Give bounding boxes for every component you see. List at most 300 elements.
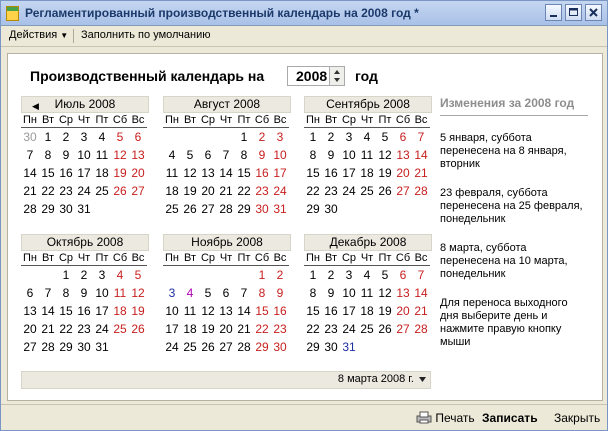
weekday-header: Чт bbox=[75, 251, 93, 266]
day-cell[interactable]: 17 bbox=[342, 304, 356, 318]
day-cell[interactable]: 12 bbox=[201, 304, 215, 318]
day-cell[interactable]: 30 bbox=[324, 202, 338, 216]
day-cell[interactable]: 7 bbox=[222, 148, 230, 162]
year-value: 2008 bbox=[296, 68, 328, 84]
day-cell[interactable]: 14 bbox=[414, 286, 428, 300]
day-cell[interactable]: 13 bbox=[201, 166, 215, 180]
month-calendar bbox=[163, 234, 291, 356]
day-cell[interactable]: 19 bbox=[201, 322, 215, 336]
day-cell[interactable]: 18 bbox=[360, 304, 374, 318]
day-cell[interactable]: 28 bbox=[219, 202, 233, 216]
change-note: 23 февраля, суббота перенесена на 25 февраля, понедельник bbox=[440, 187, 583, 225]
month-day-grid bbox=[163, 251, 291, 356]
day-cell[interactable]: 15 bbox=[41, 166, 55, 180]
day-cell[interactable]: 25 bbox=[183, 340, 197, 354]
weekday-header: Сб bbox=[395, 252, 411, 264]
day-cell[interactable]: 5 bbox=[381, 268, 389, 282]
day-cell[interactable]: 10 bbox=[95, 286, 109, 300]
weekday-header: Сб bbox=[112, 114, 128, 126]
day-cell[interactable]: 11 bbox=[360, 148, 374, 162]
weekday-header: Пт bbox=[93, 251, 111, 266]
day-cell[interactable]: 6 bbox=[26, 286, 34, 300]
day-cell[interactable]: 13 bbox=[131, 148, 145, 162]
minimize-icon bbox=[546, 5, 561, 20]
month-title: Июль 2008 bbox=[54, 97, 116, 111]
month-header bbox=[304, 234, 432, 251]
day-cell[interactable]: 17 bbox=[342, 166, 356, 180]
changes-panel bbox=[440, 96, 588, 349]
day-cell[interactable]: 6 bbox=[204, 148, 212, 162]
day-cell[interactable]: 15 bbox=[306, 304, 320, 318]
change-note: 5 января, суббота перенесена на 8 января, вторник bbox=[440, 132, 567, 170]
day-cell[interactable]: 13 bbox=[396, 286, 410, 300]
day-cell[interactable]: 17 bbox=[165, 322, 179, 336]
weekday-header: Вс bbox=[129, 251, 147, 266]
day-cell[interactable]: 10 bbox=[342, 286, 356, 300]
empty-day-cell bbox=[217, 266, 235, 284]
day-cell[interactable]: 16 bbox=[324, 166, 338, 180]
day-cell[interactable]: 27 bbox=[23, 340, 37, 354]
month-header bbox=[163, 234, 291, 251]
day-cell[interactable]: 22 bbox=[255, 322, 269, 336]
day-cell[interactable]: 21 bbox=[414, 166, 428, 180]
day-cell[interactable]: 18 bbox=[183, 322, 197, 336]
weekday-header: Сб bbox=[254, 252, 270, 264]
dropdown-arrow-icon: ▼ bbox=[60, 31, 69, 40]
print-button[interactable] bbox=[416, 411, 475, 425]
day-cell[interactable]: 9 bbox=[80, 286, 88, 300]
year-input[interactable] bbox=[287, 66, 345, 86]
month-title: Ноябрь 2008 bbox=[191, 235, 263, 249]
weekday-header: Пн bbox=[163, 251, 181, 266]
day-cell[interactable]: 10 bbox=[77, 148, 91, 162]
day-cell[interactable]: 9 bbox=[258, 148, 266, 162]
day-cell[interactable]: 22 bbox=[59, 322, 73, 336]
day-cell[interactable]: 5 bbox=[204, 286, 212, 300]
month-title: Декабрь 2008 bbox=[329, 235, 407, 249]
day-cell[interactable]: 18 bbox=[165, 184, 179, 198]
day-cell[interactable]: 5 bbox=[134, 268, 142, 282]
actions-menu-label: Действия bbox=[9, 29, 58, 41]
weekday-header: Чт bbox=[358, 113, 376, 128]
close-icon bbox=[586, 5, 601, 20]
day-cell[interactable]: 27 bbox=[396, 322, 410, 336]
day-cell[interactable]: 2 bbox=[327, 130, 335, 144]
weekday-header: Пн bbox=[21, 251, 39, 266]
month-day-grid bbox=[21, 251, 149, 356]
day-cell[interactable]: 25 bbox=[165, 202, 179, 216]
day-cell[interactable]: 31 bbox=[77, 202, 91, 216]
day-cell[interactable]: 23 bbox=[324, 322, 338, 336]
day-cell[interactable]: 18 bbox=[113, 304, 127, 318]
prev-month-arrow-icon[interactable]: ◀ bbox=[32, 101, 39, 111]
print-label: Печать bbox=[435, 411, 475, 425]
day-cell[interactable]: 11 bbox=[113, 286, 127, 300]
day-cell[interactable]: 15 bbox=[306, 166, 320, 180]
day-cell[interactable]: 27 bbox=[201, 202, 215, 216]
day-cell[interactable]: 7 bbox=[240, 286, 248, 300]
day-cell[interactable]: 1 bbox=[309, 130, 317, 144]
day-cell[interactable]: 20 bbox=[131, 166, 145, 180]
day-cell[interactable]: 12 bbox=[131, 286, 145, 300]
day-cell[interactable]: 3 bbox=[98, 268, 106, 282]
day-cell[interactable]: 23 bbox=[324, 184, 338, 198]
year-spinner[interactable] bbox=[329, 67, 344, 85]
day-cell[interactable]: 3 bbox=[276, 130, 284, 144]
day-cell[interactable]: 28 bbox=[414, 322, 428, 336]
day-cell[interactable]: 24 bbox=[165, 340, 179, 354]
weekday-header: Ср bbox=[58, 114, 74, 126]
day-cell[interactable]: 18 bbox=[95, 166, 109, 180]
day-cell[interactable]: 30 bbox=[255, 202, 269, 216]
day-cell[interactable]: 4 bbox=[168, 148, 176, 162]
weekday-header: Ср bbox=[58, 252, 74, 264]
day-cell[interactable]: 4 bbox=[116, 268, 124, 282]
day-cell[interactable]: 29 bbox=[306, 202, 320, 216]
day-cell[interactable]: 13 bbox=[219, 304, 233, 318]
day-cell[interactable]: 2 bbox=[276, 268, 284, 282]
weekday-header: Вс bbox=[412, 113, 430, 128]
day-cell[interactable]: 8 bbox=[309, 286, 317, 300]
day-cell[interactable]: 7 bbox=[417, 268, 425, 282]
day-cell[interactable]: 3 bbox=[80, 130, 88, 144]
day-cell[interactable]: 6 bbox=[134, 130, 142, 144]
day-cell[interactable]: 30 bbox=[273, 340, 287, 354]
month-header bbox=[21, 234, 149, 251]
day-cell[interactable]: 23 bbox=[59, 184, 73, 198]
day-cell[interactable]: 22 bbox=[306, 184, 320, 198]
day-cell[interactable]: 25 bbox=[360, 184, 374, 198]
day-cell[interactable]: 22 bbox=[306, 322, 320, 336]
weekday-header: Вт bbox=[39, 251, 57, 266]
weekday-header: Пн bbox=[21, 113, 39, 128]
selected-date: 8 марта 2008 г. bbox=[337, 373, 414, 385]
weekday-header: Вс bbox=[412, 251, 430, 266]
day-cell[interactable]: 20 bbox=[396, 166, 410, 180]
month-header bbox=[21, 96, 149, 113]
day-cell[interactable]: 17 bbox=[77, 166, 91, 180]
day-cell[interactable]: 13 bbox=[396, 148, 410, 162]
change-note: 8 марта, суббота перенесена на 10 марта, понедельник bbox=[440, 242, 568, 280]
day-cell[interactable]: 26 bbox=[131, 322, 145, 336]
day-cell[interactable]: 23 bbox=[255, 184, 269, 198]
weekday-header: Вс bbox=[271, 251, 289, 266]
day-cell[interactable]: 28 bbox=[237, 340, 251, 354]
window-title: Регламентированный производственный календарь на 2008 год * bbox=[25, 6, 419, 20]
menu-bar bbox=[1, 26, 607, 47]
day-cell[interactable]: 5 bbox=[186, 148, 194, 162]
day-cell[interactable]: 3 bbox=[345, 130, 353, 144]
day-cell[interactable]: 11 bbox=[165, 166, 179, 180]
day-cell[interactable]: 28 bbox=[41, 340, 55, 354]
month-calendar bbox=[304, 234, 432, 356]
weekday-header: Ср bbox=[200, 114, 216, 126]
day-cell[interactable]: 20 bbox=[23, 322, 37, 336]
day-cell[interactable]: 14 bbox=[237, 304, 251, 318]
day-cell[interactable]: 2 bbox=[62, 130, 70, 144]
maximize-button[interactable] bbox=[565, 4, 582, 21]
day-cell[interactable]: 10 bbox=[165, 304, 179, 318]
day-cell[interactable]: 27 bbox=[219, 340, 233, 354]
weekday-header: Чт bbox=[75, 113, 93, 128]
day-cell[interactable]: 24 bbox=[95, 322, 109, 336]
weekday-header: Пт bbox=[235, 251, 253, 266]
weekday-header: Вт bbox=[322, 251, 340, 266]
day-cell[interactable]: 24 bbox=[342, 184, 356, 198]
day-cell[interactable]: 15 bbox=[59, 304, 73, 318]
month-calendar bbox=[304, 96, 432, 218]
month-calendar bbox=[163, 96, 291, 218]
day-cell[interactable]: 14 bbox=[23, 166, 37, 180]
month-header bbox=[163, 96, 291, 113]
selected-date-bar[interactable] bbox=[21, 371, 431, 389]
day-cell[interactable]: 19 bbox=[378, 166, 392, 180]
month-day-grid bbox=[304, 251, 432, 356]
day-cell[interactable]: 15 bbox=[237, 166, 251, 180]
weekday-header: Пн bbox=[304, 113, 322, 128]
day-cell[interactable]: 16 bbox=[324, 304, 338, 318]
day-cell[interactable]: 20 bbox=[396, 304, 410, 318]
day-cell[interactable]: 20 bbox=[201, 184, 215, 198]
day-cell[interactable]: 8 bbox=[240, 148, 248, 162]
day-cell[interactable]: 10 bbox=[342, 148, 356, 162]
weekday-header: Чт bbox=[217, 251, 235, 266]
weekday-header: Ср bbox=[341, 114, 357, 126]
day-cell[interactable]: 2 bbox=[327, 268, 335, 282]
day-cell[interactable]: 9 bbox=[327, 148, 335, 162]
day-cell[interactable]: 26 bbox=[378, 322, 392, 336]
empty-day-cell bbox=[39, 266, 57, 284]
weekday-header: Пт bbox=[93, 113, 111, 128]
day-cell[interactable]: 12 bbox=[113, 148, 127, 162]
day-cell[interactable]: 21 bbox=[219, 184, 233, 198]
empty-day-cell bbox=[181, 266, 199, 284]
month-day-grid bbox=[304, 113, 432, 218]
day-cell[interactable]: 2 bbox=[80, 268, 88, 282]
day-cell[interactable]: 17 bbox=[273, 166, 287, 180]
weekday-header: Ср bbox=[341, 252, 357, 264]
day-cell[interactable]: 4 bbox=[363, 268, 371, 282]
day-cell[interactable]: 8 bbox=[62, 286, 70, 300]
day-cell[interactable]: 14 bbox=[219, 166, 233, 180]
day-cell[interactable]: 19 bbox=[131, 304, 145, 318]
day-cell[interactable]: 7 bbox=[26, 148, 34, 162]
day-cell[interactable]: 7 bbox=[44, 286, 52, 300]
day-cell[interactable]: 31 bbox=[342, 340, 356, 354]
day-cell[interactable]: 27 bbox=[396, 184, 410, 198]
day-cell[interactable]: 29 bbox=[237, 202, 251, 216]
day-cell[interactable]: 7 bbox=[417, 130, 425, 144]
month-day-grid bbox=[163, 113, 291, 218]
month-title: Август 2008 bbox=[193, 97, 261, 111]
day-cell[interactable]: 26 bbox=[183, 202, 197, 216]
day-cell[interactable]: 9 bbox=[276, 286, 284, 300]
footer-bar bbox=[1, 404, 607, 431]
weekday-header: Чт bbox=[358, 251, 376, 266]
day-cell[interactable]: 6 bbox=[399, 130, 407, 144]
calendar-app-icon bbox=[6, 6, 19, 21]
month-calendar bbox=[21, 96, 149, 218]
day-cell[interactable]: 21 bbox=[414, 304, 428, 318]
empty-day-cell bbox=[199, 266, 217, 284]
weekday-header: Пт bbox=[376, 251, 394, 266]
day-cell[interactable]: 16 bbox=[255, 166, 269, 180]
day-cell[interactable]: 11 bbox=[95, 148, 109, 162]
weekday-header: Пт bbox=[235, 113, 253, 128]
day-cell[interactable]: 26 bbox=[113, 184, 127, 198]
month-title: Сентябрь 2008 bbox=[326, 97, 410, 111]
empty-day-cell bbox=[21, 266, 39, 284]
day-cell[interactable]: 24 bbox=[77, 184, 91, 198]
day-cell[interactable]: 21 bbox=[237, 322, 251, 336]
minimize-button[interactable] bbox=[545, 4, 562, 21]
day-cell[interactable]: 22 bbox=[237, 184, 251, 198]
month-header bbox=[304, 96, 432, 113]
day-cell[interactable]: 19 bbox=[378, 304, 392, 318]
calendar-panel bbox=[7, 53, 603, 401]
month-day-grid bbox=[21, 113, 149, 218]
day-cell[interactable]: 24 bbox=[342, 322, 356, 336]
weekday-header: Сб bbox=[254, 114, 270, 126]
day-cell[interactable]: 14 bbox=[41, 304, 55, 318]
day-cell[interactable]: 28 bbox=[23, 202, 37, 216]
weekday-header: Чт bbox=[217, 113, 235, 128]
day-cell[interactable]: 15 bbox=[255, 304, 269, 318]
day-cell[interactable]: 8 bbox=[309, 148, 317, 162]
day-cell[interactable]: 4 bbox=[363, 130, 371, 144]
day-cell[interactable]: 17 bbox=[95, 304, 109, 318]
day-cell[interactable]: 23 bbox=[273, 322, 287, 336]
actions-menu[interactable] bbox=[9, 29, 68, 41]
day-cell[interactable]: 20 bbox=[219, 322, 233, 336]
day-cell[interactable]: 29 bbox=[306, 340, 320, 354]
weekday-header: Вс bbox=[129, 113, 147, 128]
day-cell[interactable]: 30 bbox=[59, 202, 73, 216]
day-cell[interactable]: 19 bbox=[183, 184, 197, 198]
day-cell[interactable]: 5 bbox=[381, 130, 389, 144]
weekday-header: Пн bbox=[304, 251, 322, 266]
dropdown-arrow-icon[interactable] bbox=[418, 375, 427, 384]
weekday-header: Вт bbox=[181, 251, 199, 266]
day-cell[interactable]: 29 bbox=[255, 340, 269, 354]
day-cell[interactable]: 11 bbox=[360, 286, 374, 300]
day-cell[interactable]: 9 bbox=[327, 286, 335, 300]
day-cell[interactable]: 10 bbox=[273, 148, 287, 162]
month-title: Октябрь 2008 bbox=[46, 235, 124, 249]
weekday-header: Пт bbox=[376, 113, 394, 128]
printer-icon bbox=[416, 411, 432, 424]
day-cell[interactable]: 31 bbox=[273, 202, 287, 216]
day-cell[interactable]: 18 bbox=[360, 166, 374, 180]
close-button[interactable]: Закрыть bbox=[554, 411, 601, 425]
day-cell[interactable]: 6 bbox=[399, 268, 407, 282]
month-calendar bbox=[21, 234, 149, 356]
day-cell[interactable]: 1 bbox=[258, 268, 266, 282]
day-cell[interactable]: 8 bbox=[258, 286, 266, 300]
weekday-header: Вт bbox=[322, 113, 340, 128]
day-cell[interactable]: 14 bbox=[414, 148, 428, 162]
empty-day-cell bbox=[235, 266, 253, 284]
weekday-header: Вт bbox=[181, 113, 199, 128]
day-cell[interactable]: 25 bbox=[113, 322, 127, 336]
day-cell[interactable]: 30 bbox=[324, 340, 338, 354]
day-cell[interactable]: 1 bbox=[309, 268, 317, 282]
day-cell[interactable]: 29 bbox=[41, 202, 55, 216]
day-cell[interactable]: 30 bbox=[77, 340, 91, 354]
day-cell[interactable]: 21 bbox=[41, 322, 55, 336]
day-cell[interactable]: 26 bbox=[201, 340, 215, 354]
day-cell[interactable]: 12 bbox=[378, 148, 392, 162]
empty-day-cell bbox=[163, 266, 181, 284]
day-cell[interactable]: 11 bbox=[183, 304, 197, 318]
day-cell[interactable]: 4 bbox=[98, 130, 106, 144]
day-cell[interactable]: 3 bbox=[345, 268, 353, 282]
day-cell[interactable]: 27 bbox=[131, 184, 145, 198]
day-cell[interactable]: 1 bbox=[62, 268, 70, 282]
day-cell[interactable]: 22 bbox=[41, 184, 55, 198]
day-cell[interactable]: 12 bbox=[183, 166, 197, 180]
day-cell[interactable]: 1 bbox=[44, 130, 52, 144]
save-button[interactable]: Записать bbox=[482, 411, 538, 425]
day-cell[interactable]: 29 bbox=[59, 340, 73, 354]
day-cell[interactable]: 3 bbox=[168, 286, 176, 300]
day-cell[interactable]: 4 bbox=[186, 286, 194, 300]
day-cell[interactable]: 16 bbox=[59, 166, 73, 180]
day-cell[interactable]: 19 bbox=[113, 166, 127, 180]
empty-day-cell bbox=[181, 128, 199, 146]
day-cell[interactable]: 16 bbox=[77, 304, 91, 318]
day-cell[interactable]: 24 bbox=[273, 184, 287, 198]
day-cell[interactable]: 6 bbox=[222, 286, 230, 300]
maximize-icon bbox=[566, 5, 581, 20]
weekday-header: Ср bbox=[200, 252, 216, 264]
day-cell[interactable]: 12 bbox=[378, 286, 392, 300]
empty-day-cell bbox=[163, 128, 181, 146]
day-cell[interactable]: 26 bbox=[378, 184, 392, 198]
weekday-header: Вс bbox=[271, 113, 289, 128]
spinner-arrows-icon bbox=[330, 67, 344, 85]
menu-separator bbox=[73, 29, 74, 43]
day-cell[interactable]: 31 bbox=[95, 340, 109, 354]
day-cell[interactable]: 30 bbox=[23, 130, 37, 144]
day-cell[interactable]: 9 bbox=[62, 148, 70, 162]
day-cell[interactable]: 28 bbox=[414, 184, 428, 198]
close-window-button[interactable] bbox=[585, 4, 602, 21]
day-cell[interactable]: 25 bbox=[360, 322, 374, 336]
weekday-header: Сб bbox=[112, 252, 128, 264]
day-cell[interactable]: 2 bbox=[258, 130, 266, 144]
empty-day-cell bbox=[217, 128, 235, 146]
year-suffix-label: год bbox=[355, 68, 378, 84]
fill-default-button[interactable]: Заполнить по умолчанию bbox=[81, 29, 211, 41]
weekday-header: Сб bbox=[395, 114, 411, 126]
calendar-header-label: Производственный календарь на bbox=[30, 68, 265, 84]
day-cell[interactable]: 21 bbox=[23, 184, 37, 198]
changes-title: Изменения за 2008 год bbox=[440, 96, 588, 116]
day-cell[interactable]: 5 bbox=[116, 130, 124, 144]
weekday-header: Пн bbox=[163, 113, 181, 128]
hint-text: Для переноса выходного дня выберите день и нажмите правую кнопку мыши bbox=[440, 297, 568, 348]
day-cell[interactable]: 13 bbox=[23, 304, 37, 318]
day-cell[interactable]: 25 bbox=[95, 184, 109, 198]
day-cell[interactable]: 8 bbox=[44, 148, 52, 162]
day-cell[interactable]: 16 bbox=[273, 304, 287, 318]
weekday-header: Вт bbox=[39, 113, 57, 128]
day-cell[interactable]: 1 bbox=[240, 130, 248, 144]
title-bar bbox=[1, 1, 607, 26]
day-cell[interactable]: 23 bbox=[77, 322, 91, 336]
empty-day-cell bbox=[199, 128, 217, 146]
